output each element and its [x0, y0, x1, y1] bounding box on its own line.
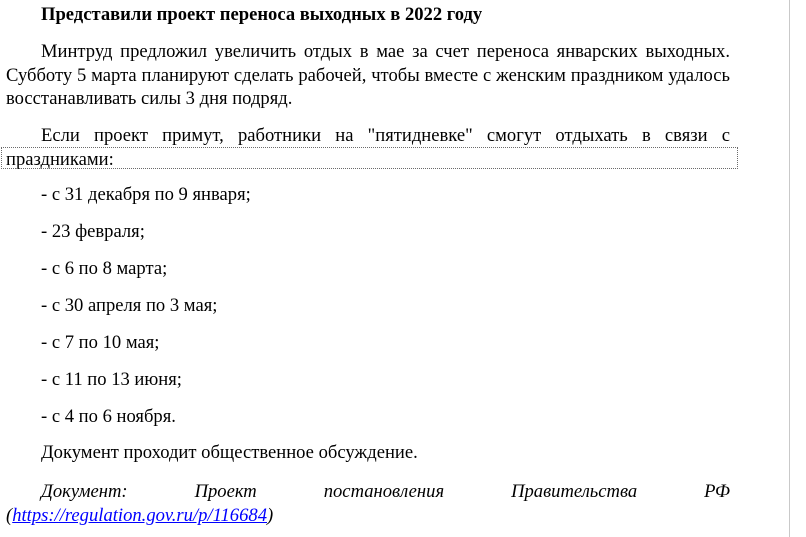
holiday-list-item: - с 6 по 8 марта;	[41, 258, 168, 279]
paragraph-holidays-intro: Если проект примут, работники на "пятидневке" смогут отдыхать в связи с праздниками:	[6, 125, 730, 170]
holiday-list-item: - с 30 апреля по 3 мая;	[41, 295, 218, 316]
discussion-note: Документ проходит общественное обсуждение.	[41, 442, 418, 463]
source-label: Документ: Проект постановления Правительства РФ	[41, 481, 730, 502]
source-open-paren: (	[6, 504, 13, 526]
source-link[interactable]: https://regulation.gov.ru/p/116684	[12, 504, 267, 526]
source-reference	[6, 480, 730, 527]
holiday-list-item: - с 7 по 10 мая;	[41, 332, 160, 353]
paragraph-intro: Минтруд предложил увеличить отдых в мае за счет переноса январских выходных. Субботу 5 марта планируют сделать рабочей, чтобы вместе с женским праздником удалось восстанавливать силы 3 дня подряд.	[6, 41, 730, 109]
page-right-border	[789, 0, 790, 537]
holiday-list-item: - с 4 по 6 ноября.	[41, 406, 176, 427]
holiday-list-item: - 23 февраля;	[41, 221, 145, 242]
holiday-list-item: - с 11 по 13 июня;	[41, 369, 182, 390]
document-title: Представили проект переноса выходных в 2022 году	[41, 4, 483, 25]
holiday-list-item: - с 31 декабря по 9 января;	[41, 184, 251, 205]
source-close-paren: )	[267, 504, 274, 526]
